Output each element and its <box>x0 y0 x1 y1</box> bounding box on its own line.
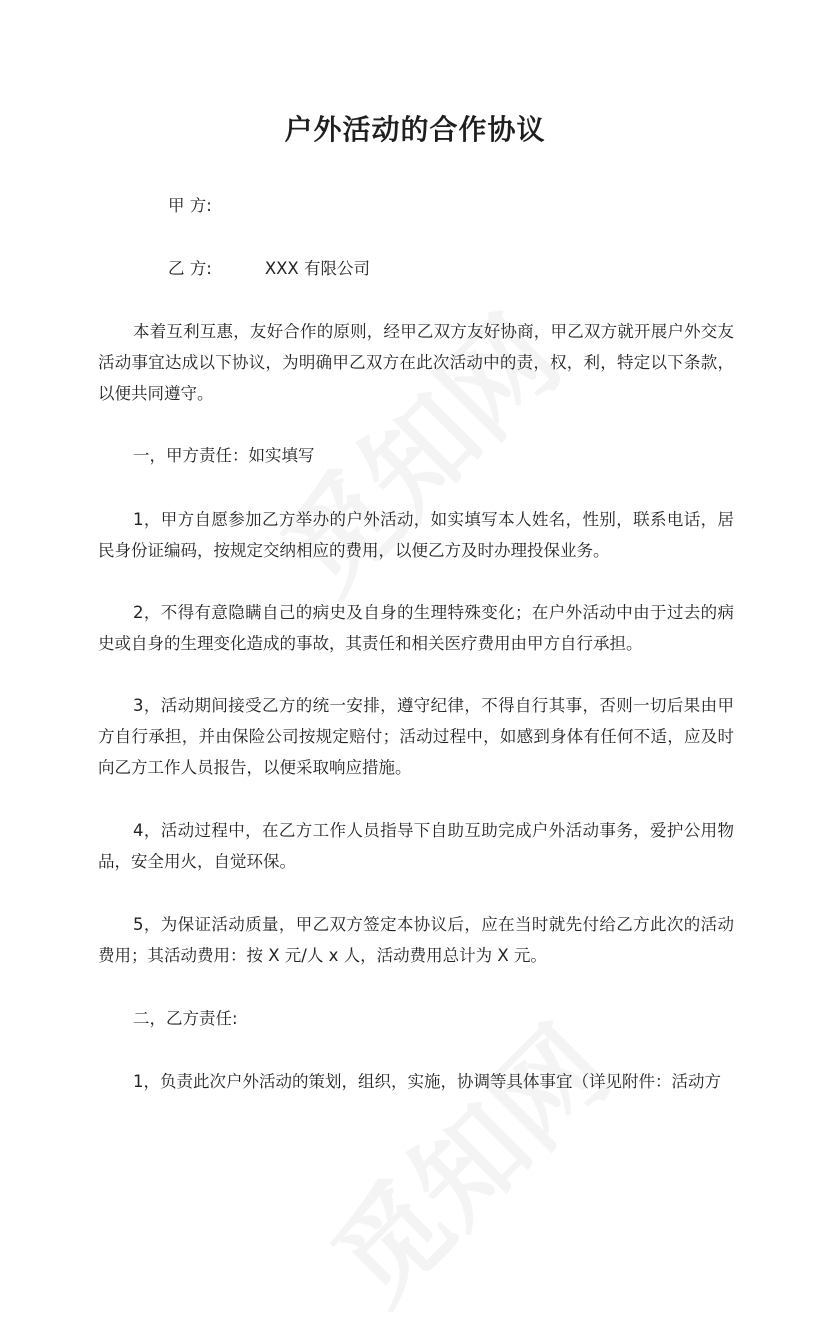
section1-item-3: 3，活动期间接受乙方的统一安排，遵守纪律，不得自行其事，否则一切后果由甲方自行承担，并由保险公司按规定赔付；活动过程中，如感到身体有任何不适，应及时向乙方工作人员报告，以便采取响应措施。 <box>98 696 734 777</box>
section1-item-1: 1，甲方自愿参加乙方举办的户外活动，如实填写本人姓名，性别，联系电话，居民身份证编码，按规定交纳相应的费用，以便乙方及时办理投保业务。 <box>98 510 734 560</box>
section2-heading: 二，乙方责任: <box>133 1009 238 1028</box>
party-b-label: 乙 方: <box>168 259 212 278</box>
intro-paragraph: 本着互利互惠，友好合作的原则，经甲乙双方友好协商，甲乙双方就开展户外交友活动事宜达成以下协议，为明确甲乙双方在此次活动中的责，权，利，特定以下条款，以便共同遵守。 <box>98 322 734 403</box>
party-a-line <box>98 190 734 221</box>
party-b-line <box>98 253 734 284</box>
document-title: 户外活动的合作协议 <box>284 113 546 146</box>
watermark-bottom <box>292 986 637 1331</box>
section1-item-4: 4，活动过程中，在乙方工作人员指导下自助互助完成户外活动事务，爱护公用物品，安全用火，自觉环保。 <box>98 821 734 871</box>
party-b-value: XXX 有限公司 <box>264 259 370 278</box>
section1-item-2: 2，不得有意隐瞒自己的病史及自身的生理特殊变化；在户外活动中由于过去的病史或自身的生理变化造成的事故，其责任和相关医疗费用由甲方自行承担。 <box>98 603 734 653</box>
section1-item-5: 5，为保证活动质量，甲乙双方签定本协议后，应在当时就先付给乙方此次的活动费用；其活动费用：按 X 元/人 x 人，活动费用总计为 X 元。 <box>98 915 734 965</box>
section2-item-1: 1，负责此次户外活动的策划，组织，实施，协调等具体事宜（详见附件：活动方 <box>133 1072 721 1091</box>
party-a-label: 甲 方: <box>168 196 212 215</box>
section1-heading: 一，甲方责任：如实填写 <box>133 446 315 465</box>
